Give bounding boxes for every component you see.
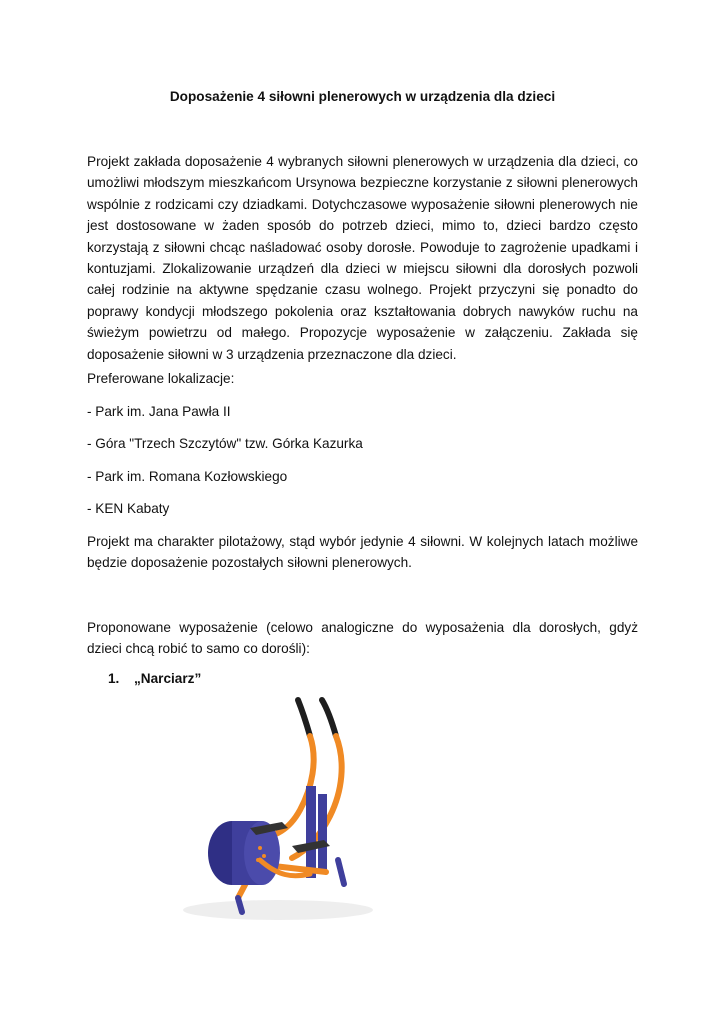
location-item: - Park im. Romana Kozłowskiego bbox=[87, 469, 288, 484]
drum-bolt bbox=[262, 854, 266, 858]
equipment-name: „Narciarz” bbox=[134, 671, 202, 686]
drum-bolt bbox=[258, 846, 262, 850]
equipment-list-item bbox=[108, 671, 201, 686]
right-handle-grip bbox=[322, 700, 336, 736]
ground-shadow bbox=[183, 900, 373, 920]
pilot-paragraph: Projekt ma charakter pilotażowy, stąd wybór jedynie 4 siłowni. W kolejnych latach możliwe będzie doposażenie pozostałych siłowni plenerowych. bbox=[87, 534, 638, 571]
center-post bbox=[306, 786, 316, 878]
rear-leg bbox=[338, 860, 344, 884]
front-leg bbox=[238, 898, 242, 912]
location-item: - Góra "Trzech Szczytów" tzw. Górka Kazurka bbox=[87, 436, 363, 451]
narciarz-device-illustration bbox=[160, 688, 400, 928]
proposal-paragraph: Proponowane wyposażenie (celowo analogiczne do wyposażenia dla dorosłych, gdyż dzieci chcą robić to samo co dorośli): bbox=[87, 620, 638, 657]
intro-paragraph: Projekt zakłada doposażenie 4 wybranych siłowni plenerowych w urządzenia dla dzieci, co umożliwi młodszym mieszkańcom Ursynowa bezpieczne korzystanie z siłowni plenerowych wspólnie z rodzicami czy dziadkami. Dotychczasowe wyposażenie siłowni plenerowych nie jest dostosowane w żaden sposób do potrzeb dzieci, mimo to, dzieci bardzo często korzystają z siłowni chcąc naśladować osoby dorosłe. Powoduje to zagrożenie upadkami i kontuzjami. Zlokalizowanie urządzeń dla dzieci w miejscu siłowni dla dorosłych pozwoli całej rodzinie na aktywne spędzanie czasu wolnego. Projekt przyczyni się ponadto do poprawy kondycji młodszego pokolenia oraz kształtowania dobrych nawyków ruchu na świeżym powietrzu od małego. Propozycje wyposażenie w załączeniu. Zakłada się doposażenie siłowni w 3 urządzenia przeznaczone dla dzieci. bbox=[87, 154, 638, 362]
location-item: - Park im. Jana Pawła II bbox=[87, 404, 231, 419]
list-number: 1. bbox=[108, 671, 120, 686]
document-title: Doposażenie 4 siłowni plenerowych w urządzenia dla dzieci bbox=[169, 89, 556, 104]
location-item: - KEN Kabaty bbox=[87, 501, 170, 516]
locations-heading: Preferowane lokalizacje: bbox=[87, 371, 235, 386]
right-arm bbox=[292, 736, 342, 858]
left-handle-grip bbox=[298, 700, 310, 736]
center-post-rear bbox=[318, 794, 327, 874]
